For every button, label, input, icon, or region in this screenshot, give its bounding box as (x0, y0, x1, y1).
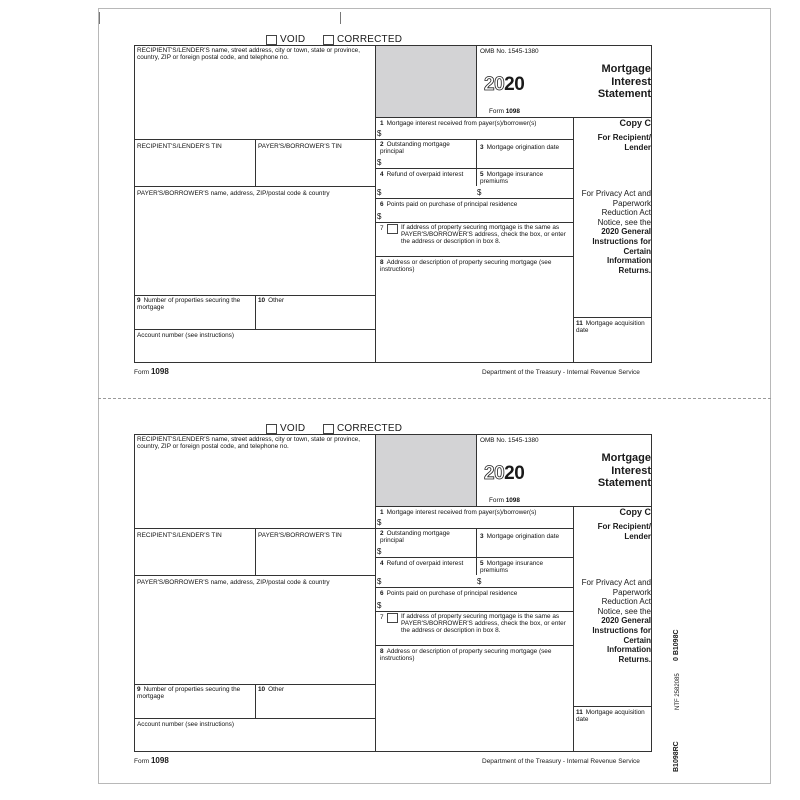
box10-number: 10 (258, 297, 266, 304)
grid-divider (375, 117, 652, 118)
box1-number: 1 (380, 509, 384, 516)
grid-divider (476, 434, 477, 506)
side-code-mid: NTF 2582085 (675, 673, 681, 710)
void-checkbox[interactable] (266, 424, 277, 434)
box5-number: 5 (480, 171, 484, 178)
form-id (489, 108, 520, 115)
box11-text: Mortgage acquisition date (576, 709, 645, 724)
recipient-tin-label: RECIPIENT'S/LENDER'S TIN (137, 532, 222, 539)
box5-dollar: $ (477, 188, 482, 197)
box6-dollar: $ (377, 601, 382, 610)
box1-text: Mortgage interest received from payer(s)/borrower(s) (386, 120, 537, 127)
year-suffix: 20 (504, 463, 525, 484)
box9-number: 9 (137, 686, 141, 693)
omb-number: OMB No. 1545-1380 (480, 48, 539, 55)
shaded-area (376, 435, 476, 506)
corrected-checkbox[interactable] (323, 35, 334, 45)
payer-tin-label: PAYER'S/BORROWER'S TIN (258, 532, 342, 539)
form-number: 1098 (505, 497, 520, 504)
tax-year (484, 463, 524, 485)
form-title: Mortgage Interest Statement (597, 452, 651, 489)
grid-divider (134, 575, 375, 576)
grid-divider (476, 45, 477, 117)
privacy-notice-text: For Privacy Act and Paperwork Reduction Act Notice, see the (581, 578, 651, 616)
grid-divider (375, 198, 573, 199)
box3-number: 3 (480, 144, 484, 151)
footer-department: Department of the Treasury - Internal Revenue Service (482, 369, 640, 376)
box4-dollar: $ (377, 577, 382, 586)
box10-label (258, 686, 284, 693)
box11-label (576, 709, 650, 723)
void-label: VOID (280, 423, 306, 434)
box3-text: Mortgage origination date (486, 144, 560, 151)
box6-label (380, 201, 570, 208)
box1-label (380, 120, 570, 127)
box7-checkbox[interactable] (387, 613, 398, 623)
copy-label: Copy C (619, 507, 651, 517)
form-number: 1098 (505, 108, 520, 115)
box6-label (380, 590, 570, 597)
box7-checkbox[interactable] (387, 224, 398, 234)
side-code-top: 0 B1098C (673, 629, 680, 661)
box7-text: If address of property securing mortgage is the same as PAYER'S/BORROWER'S address, check the box, or enter the address or description in box 8. (401, 613, 566, 635)
footer-form-number: 1098 (150, 367, 169, 376)
box5-number: 5 (480, 560, 484, 567)
grid-divider (255, 295, 256, 329)
privacy-notice (578, 578, 651, 664)
grid-divider (573, 706, 652, 707)
box8-number: 8 (380, 648, 384, 655)
box5-dollar: $ (477, 577, 482, 586)
side-code-bottom: B1098RC (673, 741, 680, 772)
grid-divider (375, 256, 573, 257)
form-word: Form (489, 108, 504, 115)
footer-form-number: 1098 (150, 756, 169, 765)
grid-divider (476, 139, 477, 186)
box8-label (380, 648, 570, 662)
grid-divider (573, 117, 574, 363)
recipient-name-label: RECIPIENT'S/LENDER'S name, street address, city or town, state or province, country, ZIP or foreign postal code, and telephone no. (137, 47, 360, 62)
form-word: Form (489, 497, 504, 504)
box8-number: 8 (380, 259, 384, 266)
box1-dollar: $ (377, 518, 382, 527)
copy-for-label: For Recipient/ Lender (597, 133, 651, 152)
footer-form-id (134, 756, 169, 765)
grid-divider (573, 506, 574, 752)
privacy-notice-bold: 2020 General Instructions for Certain Information Returns. (592, 616, 651, 664)
box3-text: Mortgage origination date (486, 533, 560, 540)
box9-label (137, 686, 254, 700)
box6-dollar: $ (377, 212, 382, 221)
grid-divider (255, 139, 256, 186)
grid-divider (375, 557, 573, 558)
box4-number: 4 (380, 560, 384, 567)
box2-label (380, 530, 472, 544)
account-number-label: Account number (see instructions) (137, 721, 234, 728)
box3-label (480, 144, 572, 151)
box7-number: 7 (380, 614, 384, 621)
box1-dollar: $ (377, 129, 382, 138)
box10-label (258, 297, 284, 304)
payer-tin-label: PAYER'S/BORROWER'S TIN (258, 143, 342, 150)
year-prefix: 20 (484, 74, 505, 95)
box6-text: Points paid on purchase of principal residence (386, 590, 518, 597)
box1-label (380, 509, 570, 516)
footer-form-id (134, 367, 169, 376)
grid-divider (375, 587, 573, 588)
box10-number: 10 (258, 686, 266, 693)
footer-form-word: Form (134, 369, 150, 376)
box4-label (380, 171, 472, 178)
grid-divider (375, 168, 573, 169)
shaded-area (376, 46, 476, 117)
box11-number: 11 (576, 709, 583, 716)
box2-dollar: $ (377, 158, 382, 167)
payer-name-field[interactable] (136, 589, 373, 682)
grid-divider (375, 222, 573, 223)
void-label: VOID (280, 34, 306, 45)
grid-divider (255, 684, 256, 718)
box6-number: 6 (380, 590, 384, 597)
box4-text: Refund of overpaid interest (386, 560, 464, 567)
box9-label (137, 297, 254, 311)
privacy-notice-bold: 2020 General Instructions for Certain Information Returns. (592, 227, 651, 275)
payer-name-label: PAYER'S/BORROWER'S name, address, ZIP/postal code & country (137, 579, 330, 586)
grid-divider (134, 139, 375, 140)
box11-label (576, 320, 650, 334)
grid-divider (134, 295, 375, 296)
box5-label (480, 171, 572, 185)
copy-for-label: For Recipient/ Lender (597, 522, 651, 541)
box11-text: Mortgage acquisition date (576, 320, 645, 335)
box9-text: Number of properties securing the mortgage (137, 297, 241, 312)
box7-number: 7 (380, 225, 384, 232)
recipient-name-field[interactable] (136, 452, 373, 526)
box1-number: 1 (380, 120, 384, 127)
box4-dollar: $ (377, 188, 382, 197)
box2-number: 2 (380, 141, 384, 148)
box11-number: 11 (576, 320, 583, 327)
payer-name-label: PAYER'S/BORROWER'S name, address, ZIP/postal code & country (137, 190, 330, 197)
box3-label (480, 533, 572, 540)
box5-label (480, 560, 572, 574)
payer-name-field[interactable] (136, 200, 373, 293)
grid-divider (134, 528, 375, 529)
year-prefix: 20 (484, 463, 505, 484)
box8-label (380, 259, 570, 273)
box2-text: Outstanding mortgage principal (380, 530, 450, 545)
box4-label (380, 560, 472, 567)
copy-label: Copy C (619, 118, 651, 128)
year-suffix: 20 (504, 74, 525, 95)
void-checkbox[interactable] (266, 35, 277, 45)
box5-text: Mortgage insurance premiums (480, 560, 544, 575)
box10-text: Other (268, 686, 285, 693)
box6-text: Points paid on purchase of principal residence (386, 201, 518, 208)
privacy-notice (578, 189, 651, 275)
account-number-label: Account number (see instructions) (137, 332, 234, 339)
footer-form-word: Form (134, 758, 150, 765)
grid-divider (134, 329, 375, 330)
box1-text: Mortgage interest received from payer(s)/borrower(s) (386, 509, 537, 516)
box9-text: Number of properties securing the mortgage (137, 686, 241, 701)
corrected-label: CORRECTED (337, 423, 403, 434)
box2-number: 2 (380, 530, 384, 537)
box4-number: 4 (380, 171, 384, 178)
box6-number: 6 (380, 201, 384, 208)
corrected-label: CORRECTED (337, 34, 403, 45)
box2-label (380, 141, 472, 155)
omb-number: OMB No. 1545-1380 (480, 437, 539, 444)
box10-text: Other (268, 297, 285, 304)
grid-divider (375, 506, 652, 507)
form-copy-top (0, 0, 800, 390)
box9-number: 9 (137, 297, 141, 304)
form-title: Mortgage Interest Statement (597, 63, 651, 100)
grid-divider (134, 718, 375, 719)
grid-divider (375, 645, 573, 646)
box2-dollar: $ (377, 547, 382, 556)
grid-divider (375, 611, 573, 612)
recipient-name-label: RECIPIENT'S/LENDER'S name, street address, city or town, state or province, country, ZIP or foreign postal code, and telephone no. (137, 436, 360, 451)
box3-number: 3 (480, 533, 484, 540)
grid-divider (375, 139, 573, 140)
recipient-tin-label: RECIPIENT'S/LENDER'S TIN (137, 143, 222, 150)
form-id (489, 497, 520, 504)
grid-divider (134, 684, 375, 685)
box5-text: Mortgage insurance premiums (480, 171, 544, 186)
grid-divider (134, 186, 375, 187)
box4-text: Refund of overpaid interest (386, 171, 464, 178)
box8-text: Address or description of property securing mortgage (see instructions) (380, 648, 552, 663)
footer-department: Department of the Treasury - Internal Revenue Service (482, 758, 640, 765)
corrected-checkbox[interactable] (323, 424, 334, 434)
grid-divider (255, 528, 256, 575)
form-copy-bottom (0, 389, 800, 779)
grid-divider (573, 317, 652, 318)
tax-year (484, 74, 524, 96)
box8-text: Address or description of property securing mortgage (see instructions) (380, 259, 552, 274)
box7-text: If address of property securing mortgage is the same as PAYER'S/BORROWER'S address, check the box, or enter the address or description in box 8. (401, 224, 566, 246)
privacy-notice-text: For Privacy Act and Paperwork Reduction Act Notice, see the (581, 189, 651, 227)
grid-divider (476, 528, 477, 575)
grid-divider (375, 528, 573, 529)
box2-text: Outstanding mortgage principal (380, 141, 450, 156)
recipient-name-field[interactable] (136, 63, 373, 137)
